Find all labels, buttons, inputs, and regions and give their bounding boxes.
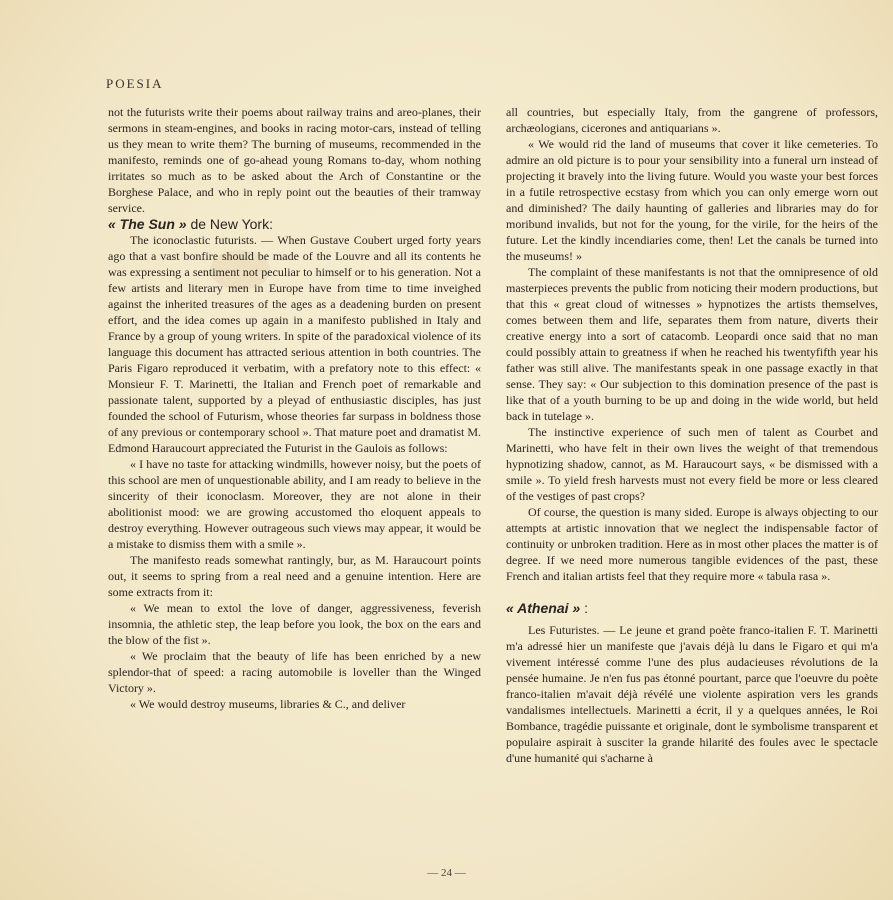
section-heading-the-sun [108,216,481,232]
paragraph: « We proclaim that the beauty of life has been enriched by a new splendor-that of speed: a racing automobile is loveller than the Winged Victory ». [108,649,481,695]
section-heading-athenai [506,600,878,616]
paragraph: « I have no taste for attacking windmills, however noisy, but the poets of this school are men of unquestionable ability, and I am ready to believe in the sincerity of their iconoclasm. Moreover, they are not alone in their abolitionist mood: we are growing accustomed tho eloquent appeals to destroy everything. However outrageous such views may appear, it would be a mistake to dismiss them with a smile ». [108,457,481,551]
paragraph: The manifesto reads somewhat rantingly, bur, as M. Haraucourt points out, it seems to spring from a real need and a genuine intention. Here are some extracts from it: [108,553,481,599]
paragraph: Of course, the question is many sided. Europe is always objecting to our attempts at artistic innovation that we neglect the indispensable factor of continuity or unbroken tradition. Here as in most other places the matter is of degree. If we need more numerous tangible evidences of the past, these French and italian artists feel that they require more « tabula rasa ». [506,505,878,583]
right-column [506,104,878,766]
paragraph: « We would destroy museums, libraries & C., and deliver [130,697,406,711]
section-suffix: de New York: [190,216,273,232]
paragraph: « We would rid the land of museums that cover it like cemeteries. To admire an old picture is to pour your sensibility into a funeral urn instead of projecting it bravely into the living future. Would you waste your best forces in a futile retrospective ecstasy from which you can only emerge worn out and diminished? The daily haunting of galleries and libraries may do for moribund invalids, but not for the young, for the virile, for the heirs of the future. Let the kindly incendiaries come, then! Let the canals be turned into the museums! » [506,137,878,263]
paragraph: « We mean to extol the love of danger, aggressiveness, feverish insomnia, the athletic step, the leap before you look, the box on the ears and the blow of the fist ». [108,601,481,647]
running-head: POESIA [106,76,164,91]
paragraph: all countries, but especially Italy, from the gangrene of professors, archæologians, cicerones and antiquarians ». [506,105,878,135]
paragraph: The iconoclastic futurists. — When Gustave Coubert urged forty years ago that a vast bonfire should be made of the Louvre and all its contents he was expressing a sentiment not peculiar to himself or to his generation. Not a few artists and literary men in Europe have from time to time inveighed against the inherited treasures of the ages as a deadening burden on present effort, and the idea comes up again in a manifesto published in Italy and France by a group of young writers. In spite of the paradoxical violence of its language this document has attracted serious attention in both countries. The Paris Figaro reproduced it verbatim, with a prefatory note to this effect: « Monsieur F. T. Marinetti, the Italian and French poet of remarkable and passionate talent, supported by a pleyad of enthusiastic disciples, has just founded the school of Futurism, whose theories far surpass in boldness those of any previous or contemporary school ». That mature poet and dramatist M. Edmond Haraucourt appreciated the Futurist in the Gaulois as follows: [108,233,482,455]
page-number: — 24 — [427,867,466,879]
paragraph: Les Futuristes. — Le jeune et grand poète franco-italien F. T. Marinetti m'a adressé hier un manifeste que j'avais déjà lu dans le Figaro et qui m'a vivement intéressé comme l'une des plus audacieuses révolutions de la pensée humaine. Je n'en fus pas étonné pourtant, parce que l'oeuvre du poète franco-italien m'avait déjà révélé une violente aspiration vers les grands vandalismes intellectuels. Marinetti a écrit, il y a quelques années, le Roi Bombance, tragédie puissante et originale, dont le symbolisme transparent et populaire aspirait à susciter la grande hilarité des foules avec le spectacle d'une humanité qui s'acharne à [506,623,878,765]
section-title: « Athenai » [506,600,581,616]
section-suffix: : [584,600,588,616]
section-title: « The Sun » [108,216,187,232]
left-column [108,104,481,712]
paragraph: The instinctive experience of such men of talent as Courbet and Marinetti, who have felt in their own lives the weight of that tremendous hypnotizing shadow, cannot, as M. Haraucourt says, « be dismissed with a smile ». To yield fresh harvests must not every field be more or less cleared of the vestiges of past crops? [506,425,878,503]
paragraph: The complaint of these manifestants is not that the omnipresence of old masterpieces prevents the public from noticing their modern productions, but that this « great cloud of witnesses » hypnotizes the artists themselves, comes between them and life, separates them from nature, diverts their creative energy into a sort of catacomb. Leopardi once said that no man could possibly attain to greatness if when he reached his twentyfifth year his father was still alive. The manifestants speak in one passage exactly in that sense. They say: « Our subjection to this domination presence of the past is like that of a youth burning to be up and doing in the wide world, but held back in tutelage ». [506,265,878,423]
paragraph: not the futurists write their poems about railway trains and areo-planes, their sermons in steam-engines, and books in racing motor-cars, instead of telling us they mean to write them? The burning of museums, recommended in the manifesto, reminds one of go-ahead young Romans to-day, whom nothing irritates so much as to be asked about the Arch of Constantine or the Borghese Palace, and who in reply point out the beauties of their tramway service. [108,105,481,215]
